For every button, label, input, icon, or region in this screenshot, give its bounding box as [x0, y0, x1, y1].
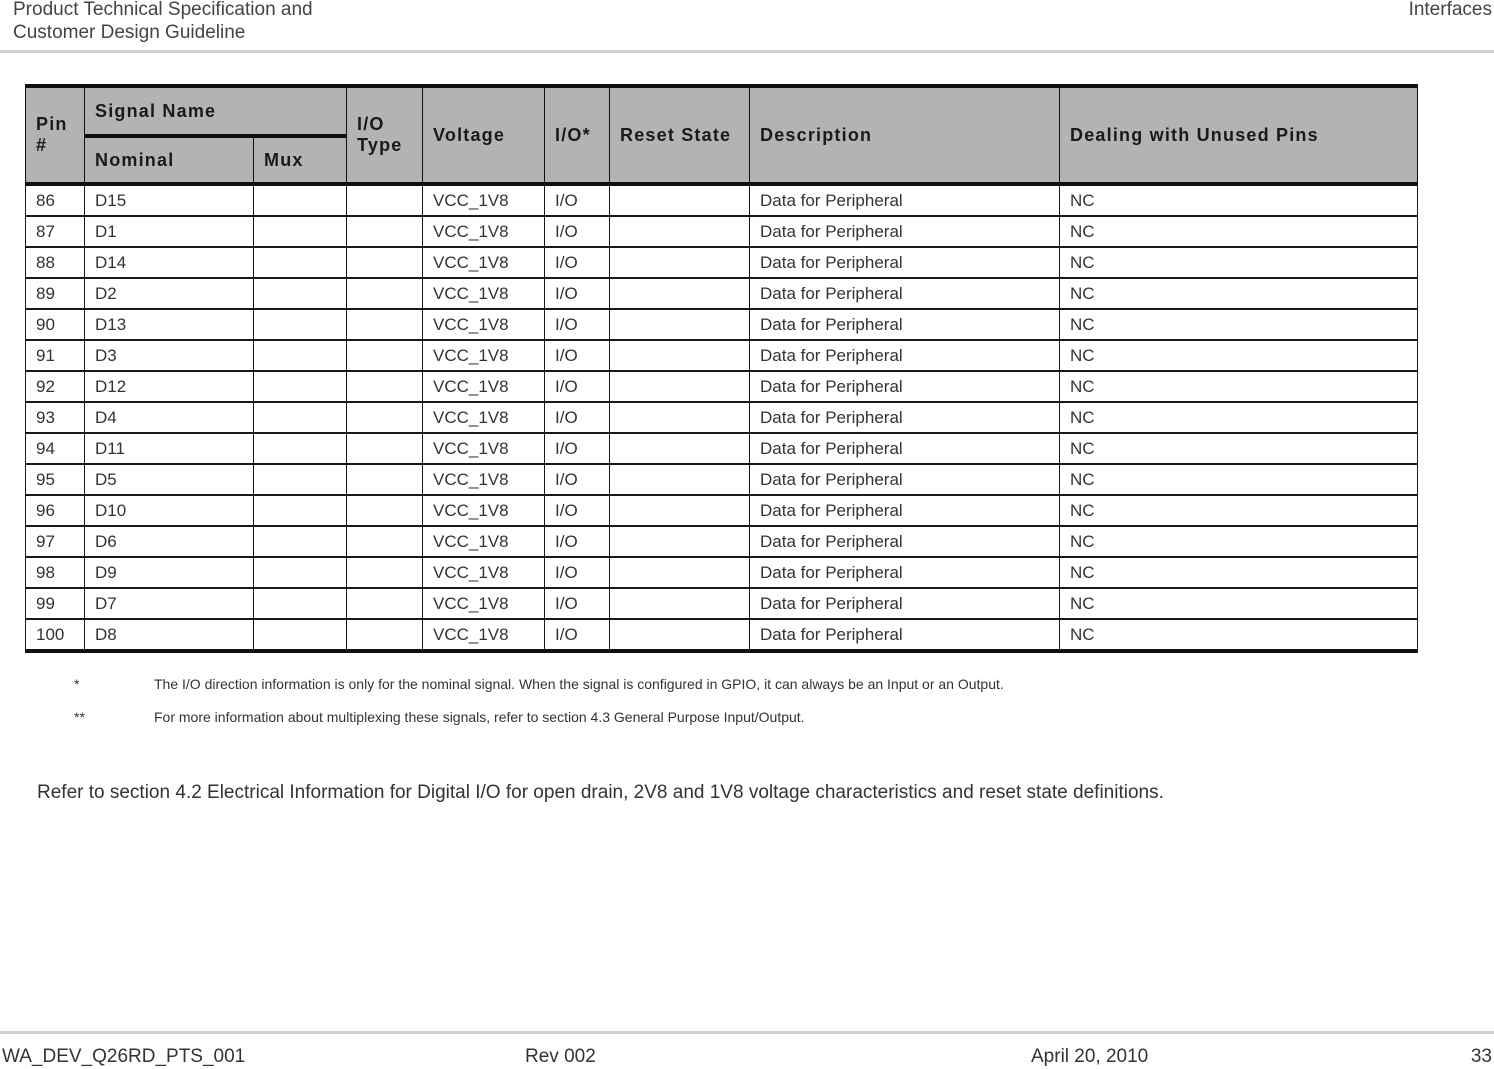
table-row	[26, 402, 1418, 433]
cell-description: Data for Peripheral	[750, 402, 1060, 433]
cell-io: I/O	[545, 247, 610, 278]
cell-voltage: VCC_1V8	[423, 557, 545, 588]
cell-io: I/O	[545, 216, 610, 247]
table-row	[26, 309, 1418, 340]
cell-io-type	[347, 402, 423, 433]
cell-voltage: VCC_1V8	[423, 340, 545, 371]
cell-reset-state	[610, 371, 750, 402]
cell-mux	[254, 557, 347, 588]
cell-nominal: D4	[85, 402, 254, 433]
table-row	[26, 619, 1418, 651]
table-row	[26, 340, 1418, 371]
cell-io: I/O	[545, 340, 610, 371]
cell-description: Data for Peripheral	[750, 588, 1060, 619]
cell-pin: 89	[26, 278, 85, 309]
cell-io: I/O	[545, 464, 610, 495]
table-row	[26, 526, 1418, 557]
cell-io: I/O	[545, 557, 610, 588]
cell-mux	[254, 184, 347, 216]
cell-description: Data for Peripheral	[750, 247, 1060, 278]
cell-voltage: VCC_1V8	[423, 402, 545, 433]
footer-divider	[0, 1031, 1494, 1034]
cell-unused: NC	[1060, 216, 1418, 247]
cell-mux	[254, 619, 347, 651]
table-row	[26, 433, 1418, 464]
document-title-line2: Customer Design Guideline	[13, 22, 246, 43]
cell-nominal: D1	[85, 216, 254, 247]
cell-description: Data for Peripheral	[750, 619, 1060, 651]
cell-description: Data for Peripheral	[750, 216, 1060, 247]
cell-nominal: D9	[85, 557, 254, 588]
cell-reset-state	[610, 247, 750, 278]
cell-nominal: D5	[85, 464, 254, 495]
cell-pin: 91	[26, 340, 85, 371]
cell-pin: 100	[26, 619, 85, 651]
cell-unused: NC	[1060, 526, 1418, 557]
cell-reset-state	[610, 464, 750, 495]
cell-nominal: D13	[85, 309, 254, 340]
table-row	[26, 557, 1418, 588]
cell-reset-state	[610, 526, 750, 557]
cell-unused: NC	[1060, 371, 1418, 402]
cell-description: Data for Peripheral	[750, 340, 1060, 371]
cell-nominal: D15	[85, 184, 254, 216]
cell-mux	[254, 464, 347, 495]
page-number: 33	[1470, 1046, 1492, 1067]
footnote-text: For more information about multiplexing these signals, refer to section 4.3 General Purpose Input/Output.	[154, 709, 805, 725]
cell-description: Data for Peripheral	[750, 184, 1060, 216]
cell-unused: NC	[1060, 402, 1418, 433]
header-mux: Mux	[254, 136, 347, 184]
cell-io-type	[347, 526, 423, 557]
cell-nominal: D11	[85, 433, 254, 464]
pin-signal-table	[25, 84, 1418, 653]
cell-description: Data for Peripheral	[750, 433, 1060, 464]
cell-mux	[254, 433, 347, 464]
cell-io: I/O	[545, 526, 610, 557]
cell-pin: 96	[26, 495, 85, 526]
cell-description: Data for Peripheral	[750, 309, 1060, 340]
cell-reset-state	[610, 433, 750, 464]
cell-voltage: VCC_1V8	[423, 495, 545, 526]
cell-mux	[254, 588, 347, 619]
cell-reset-state	[610, 495, 750, 526]
header-io: I/O*	[545, 86, 610, 184]
cell-description: Data for Peripheral	[750, 371, 1060, 402]
cell-io-type	[347, 371, 423, 402]
footnote-mark: *	[74, 676, 80, 692]
cell-mux	[254, 247, 347, 278]
cell-mux	[254, 371, 347, 402]
cell-reset-state	[610, 588, 750, 619]
cell-reset-state	[610, 340, 750, 371]
cell-io: I/O	[545, 495, 610, 526]
document-date: April 20, 2010	[1031, 1046, 1149, 1067]
cell-voltage: VCC_1V8	[423, 619, 545, 651]
cell-mux	[254, 340, 347, 371]
cell-pin: 88	[26, 247, 85, 278]
cell-io: I/O	[545, 184, 610, 216]
cell-io-type	[347, 464, 423, 495]
header-pin: Pin #	[26, 86, 85, 184]
cell-description: Data for Peripheral	[750, 557, 1060, 588]
cell-voltage: VCC_1V8	[423, 371, 545, 402]
cell-nominal: D12	[85, 371, 254, 402]
cell-description: Data for Peripheral	[750, 278, 1060, 309]
footnote-text: The I/O direction information is only for the nominal signal. When the signal is configured in GPIO, it can always be an Input or an Output.	[154, 676, 1004, 692]
cell-mux	[254, 402, 347, 433]
cell-mux	[254, 309, 347, 340]
section-name: Interfaces	[1408, 0, 1492, 20]
cell-reset-state	[610, 309, 750, 340]
cell-reset-state	[610, 402, 750, 433]
cell-io-type	[347, 278, 423, 309]
cell-reset-state	[610, 278, 750, 309]
cell-unused: NC	[1060, 278, 1418, 309]
cell-io: I/O	[545, 402, 610, 433]
cell-unused: NC	[1060, 340, 1418, 371]
cell-pin: 93	[26, 402, 85, 433]
cell-voltage: VCC_1V8	[423, 309, 545, 340]
cell-description: Data for Peripheral	[750, 526, 1060, 557]
header-io-type: I/O Type	[347, 86, 423, 184]
cell-nominal: D10	[85, 495, 254, 526]
cell-unused: NC	[1060, 247, 1418, 278]
cell-pin: 94	[26, 433, 85, 464]
cell-pin: 87	[26, 216, 85, 247]
cell-io-type	[347, 495, 423, 526]
cell-io-type	[347, 588, 423, 619]
cell-pin: 98	[26, 557, 85, 588]
document-title-line1: Product Technical Specification and	[13, 0, 313, 20]
cell-voltage: VCC_1V8	[423, 184, 545, 216]
table-row	[26, 184, 1418, 216]
cell-io: I/O	[545, 588, 610, 619]
cell-unused: NC	[1060, 557, 1418, 588]
cell-nominal: D14	[85, 247, 254, 278]
cell-io: I/O	[545, 619, 610, 651]
cell-pin: 97	[26, 526, 85, 557]
table-row	[26, 588, 1418, 619]
header-description: Description	[750, 86, 1060, 184]
cell-io: I/O	[545, 433, 610, 464]
document-title	[13, 0, 313, 44]
cell-nominal: D2	[85, 278, 254, 309]
cell-pin: 86	[26, 184, 85, 216]
cell-nominal: D6	[85, 526, 254, 557]
cell-voltage: VCC_1V8	[423, 216, 545, 247]
header-voltage: Voltage	[423, 86, 545, 184]
cell-io: I/O	[545, 371, 610, 402]
cell-unused: NC	[1060, 495, 1418, 526]
cell-nominal: D7	[85, 588, 254, 619]
cell-unused: NC	[1060, 464, 1418, 495]
table-row	[26, 216, 1418, 247]
cell-nominal: D3	[85, 340, 254, 371]
cell-mux	[254, 526, 347, 557]
header-reset-state: Reset State	[610, 86, 750, 184]
cell-unused: NC	[1060, 588, 1418, 619]
cell-description: Data for Peripheral	[750, 464, 1060, 495]
table-row	[26, 464, 1418, 495]
cell-unused: NC	[1060, 433, 1418, 464]
cell-io-type	[347, 216, 423, 247]
cell-mux	[254, 278, 347, 309]
body-paragraph: Refer to section 4.2 Electrical Information for Digital I/O for open drain, 2V8 and 1V8 voltage characteristics and reset state definitions.	[37, 782, 1164, 803]
header-signal-name: Signal Name	[85, 86, 347, 136]
cell-io-type	[347, 619, 423, 651]
cell-voltage: VCC_1V8	[423, 526, 545, 557]
cell-description: Data for Peripheral	[750, 495, 1060, 526]
cell-pin: 99	[26, 588, 85, 619]
cell-mux	[254, 495, 347, 526]
header-unused-pins: Dealing with Unused Pins	[1060, 86, 1418, 184]
cell-reset-state	[610, 216, 750, 247]
cell-voltage: VCC_1V8	[423, 464, 545, 495]
table-row	[26, 495, 1418, 526]
cell-mux	[254, 216, 347, 247]
document-id: WA_DEV_Q26RD_PTS_001	[2, 1046, 246, 1067]
table-row	[26, 278, 1418, 309]
cell-pin: 92	[26, 371, 85, 402]
cell-io-type	[347, 557, 423, 588]
cell-io: I/O	[545, 309, 610, 340]
cell-io-type	[347, 184, 423, 216]
cell-io-type	[347, 247, 423, 278]
cell-reset-state	[610, 184, 750, 216]
cell-io-type	[347, 340, 423, 371]
cell-pin: 95	[26, 464, 85, 495]
cell-unused: NC	[1060, 309, 1418, 340]
cell-voltage: VCC_1V8	[423, 433, 545, 464]
cell-io-type	[347, 433, 423, 464]
cell-io-type	[347, 309, 423, 340]
cell-reset-state	[610, 557, 750, 588]
cell-voltage: VCC_1V8	[423, 588, 545, 619]
table-row	[26, 371, 1418, 402]
cell-unused: NC	[1060, 184, 1418, 216]
header-nominal: Nominal	[85, 136, 254, 184]
cell-reset-state	[610, 619, 750, 651]
cell-pin: 90	[26, 309, 85, 340]
header-divider	[0, 50, 1494, 53]
table-row	[26, 247, 1418, 278]
cell-io: I/O	[545, 278, 610, 309]
cell-voltage: VCC_1V8	[423, 247, 545, 278]
footnote-mark: **	[74, 709, 85, 725]
cell-nominal: D8	[85, 619, 254, 651]
cell-unused: NC	[1060, 619, 1418, 651]
revision: Rev 002	[525, 1046, 596, 1067]
cell-voltage: VCC_1V8	[423, 278, 545, 309]
